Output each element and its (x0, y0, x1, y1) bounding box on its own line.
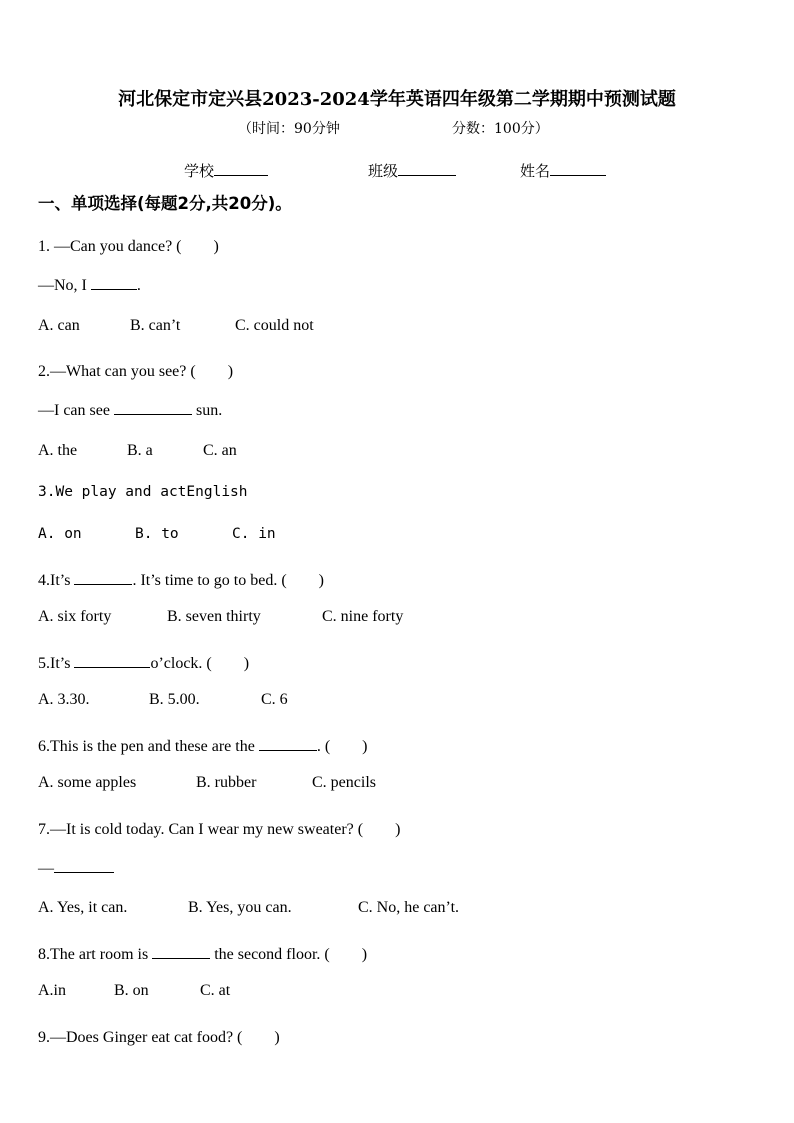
page-title: 河北保定市定兴县2023-2024学年英语四年级第二学期期中预测试题 (118, 89, 676, 110)
q7-options (38, 899, 459, 917)
q3-options (38, 526, 276, 542)
q7-blank (54, 858, 114, 873)
school-label: 学校 (184, 162, 215, 180)
q1-options (38, 317, 314, 335)
q6-option-a: A. some apples (38, 774, 137, 791)
q6-options (38, 774, 376, 792)
q8-options (38, 982, 230, 1000)
q2-option-c: C. an (203, 442, 237, 459)
name-field (520, 160, 606, 181)
q3-option-b: B. to (135, 526, 179, 542)
q6-stem: 6.This is the pen and these are the . ( ) (38, 738, 368, 755)
q4-stem: 4.It’s . It’s time to go to bed. ( ) (38, 572, 324, 589)
q7-stem: 7.—It is cold today. Can I wear my new sweater? ( ) (38, 821, 401, 838)
q5-option-b: B. 5.00. (149, 691, 200, 708)
q1-blank (91, 275, 137, 290)
q2-answer: —I can see sun. (38, 402, 223, 419)
class-field (368, 160, 456, 181)
q8-option-b: B. on (114, 982, 149, 999)
q7-answer: — (38, 858, 114, 878)
q5-option-a: A. 3.30. (38, 691, 90, 708)
q1-option-c: C. could not (235, 317, 314, 334)
q1-stem: 1. —Can you dance? ( ) (38, 238, 219, 255)
q9-stem: 9.—Does Ginger eat cat food? ( ) (38, 1029, 280, 1046)
name-label: 姓名 (520, 162, 551, 180)
q7-option-a: A. Yes, it can. (38, 899, 128, 916)
q8-option-c: C. at (200, 982, 231, 999)
q6-option-c: C. pencils (312, 774, 376, 791)
q5-options (38, 691, 288, 709)
q4-option-a: A. six forty (38, 608, 112, 625)
school-field (184, 160, 268, 181)
q2-options (38, 442, 237, 460)
q1-answer: —No, I . (38, 277, 141, 294)
q4-option-c: C. nine forty (322, 608, 404, 625)
q6-option-b: B. rubber (196, 774, 257, 791)
q3-stem: 3.We play and actEnglish (38, 484, 248, 500)
q2-stem: 2.—What can you see? ( ) (38, 363, 234, 380)
q7-option-b: B. Yes, you can. (188, 899, 292, 916)
q3-option-a: A. on (38, 526, 82, 542)
q8-blank (152, 944, 210, 959)
q1-option-b: B. can’t (130, 317, 181, 334)
q5-blank (74, 653, 150, 668)
class-label: 班级 (368, 162, 399, 180)
q4-option-b: B. seven thirty (167, 608, 261, 625)
q6-blank (259, 736, 317, 751)
school-blank (214, 161, 268, 176)
q2-blank (114, 400, 192, 415)
q5-option-c: C. 6 (261, 691, 288, 708)
class-blank (398, 161, 456, 176)
q4-blank (74, 570, 132, 585)
section-heading: 一、单项选择(每题2分,共20分)。 (38, 194, 292, 213)
q1-option-a: A. can (38, 317, 80, 334)
q2-option-b: B. a (127, 442, 153, 459)
q3-option-c: C. in (232, 526, 276, 542)
name-blank (550, 161, 606, 176)
q4-options (38, 608, 403, 626)
q7-option-c: C. No, he can’t. (358, 899, 460, 916)
q5-stem: 5.It’s o’clock. ( ) (38, 655, 250, 672)
q2-option-a: A. the (38, 442, 78, 459)
exam-time: （时间：90分钟 (238, 121, 340, 137)
q8-option-a: A.in (38, 982, 66, 999)
exam-score: 分数：100分） (452, 121, 549, 137)
q8-stem: 8.The art room is the second floor. ( ) (38, 946, 368, 963)
